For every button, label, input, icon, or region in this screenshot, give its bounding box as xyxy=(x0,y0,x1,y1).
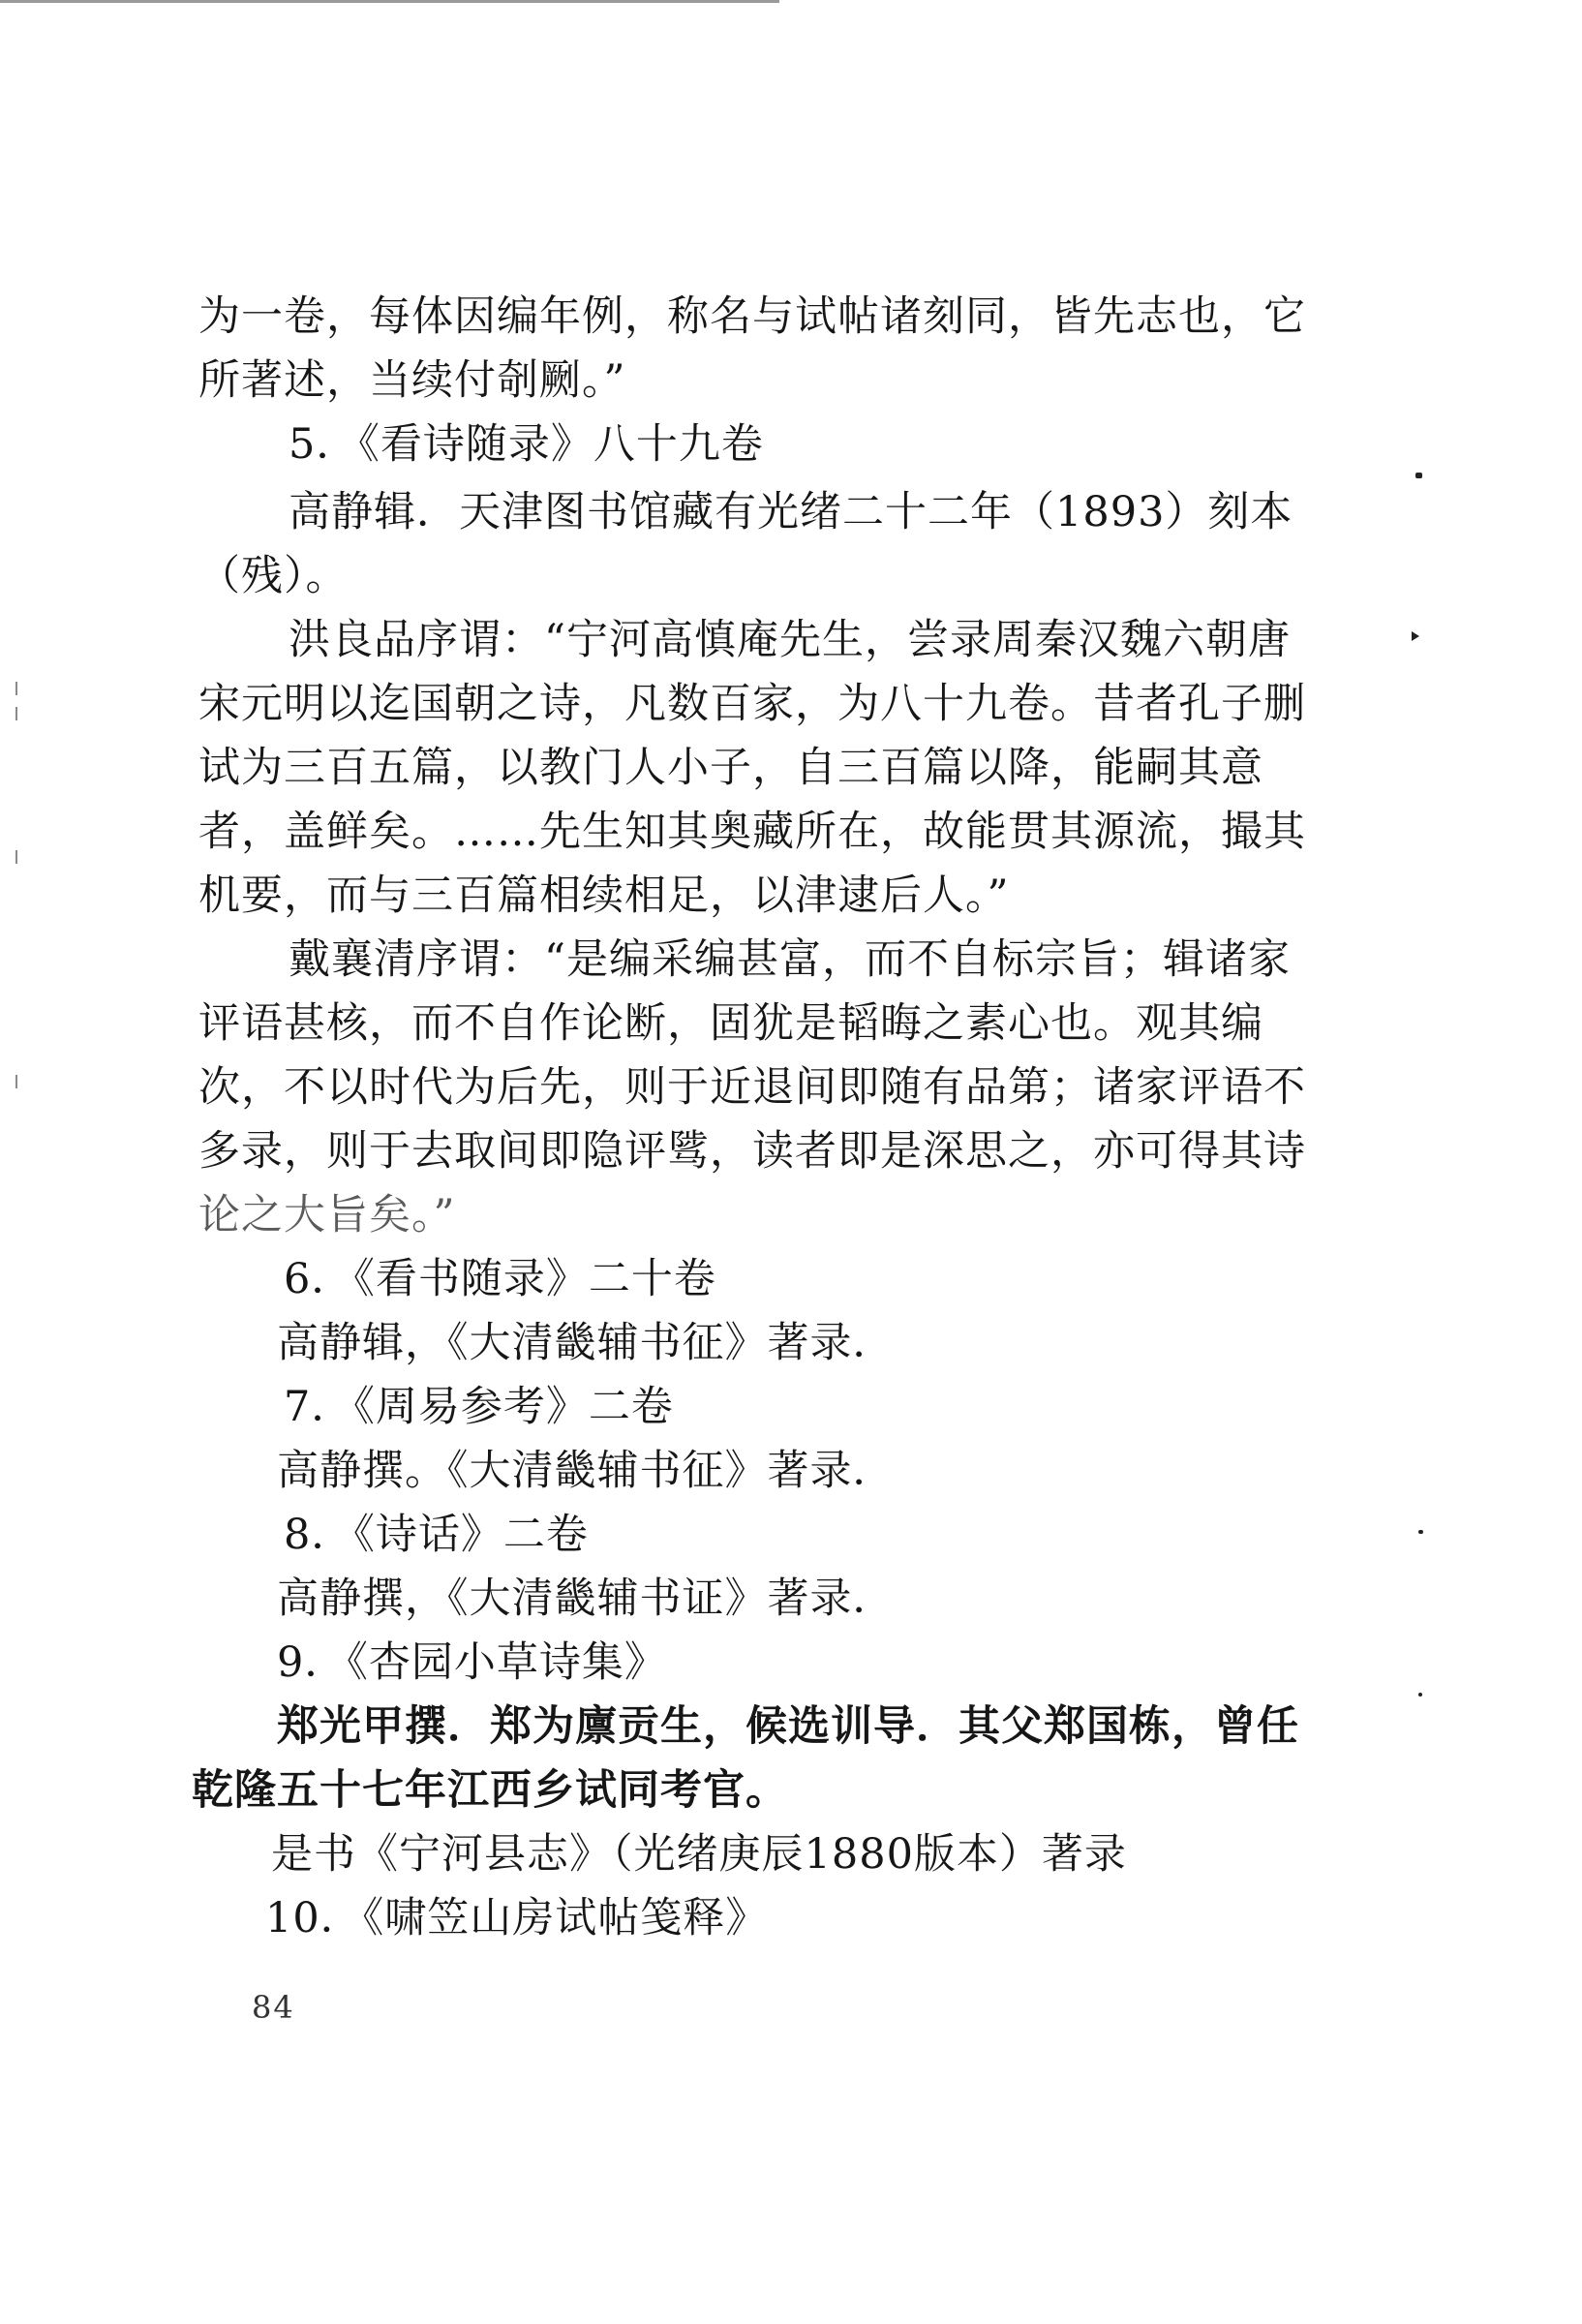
scan-speck xyxy=(1412,631,1419,641)
scan-speck xyxy=(1418,1693,1422,1697)
text-line-12: 评语甚核，而不自作论断，固犹是韬晦之素心也。观其编 xyxy=(198,999,1263,1048)
text-line-6: 洪良品序谓：“宁河高慎庵先生，尝录周秦汉魏六朝唐 xyxy=(289,616,1291,664)
margin-tick xyxy=(15,1075,17,1088)
item-heading-6: 6．《看书随录》二十卷 xyxy=(284,1255,716,1303)
scan-speck xyxy=(1415,473,1422,478)
text-line-14: 多录，则于去取间即隐评骘，读者即是深思之，亦可得其诗 xyxy=(198,1127,1306,1176)
margin-tick xyxy=(15,682,17,695)
text-line-5: （残）。 xyxy=(198,552,349,600)
text-line-24: 乾隆五十七年江西乡试同考官。 xyxy=(192,1766,788,1815)
item-heading-7: 7．《周易参考》二卷 xyxy=(284,1383,674,1431)
text-line-13: 次，不以时代为后先，则于近退间即随有品第；诸家评语不 xyxy=(198,1063,1306,1112)
text-line-10: 机要，而与三百篇相续相足，以津逮后人。” xyxy=(198,872,1010,920)
text-line-25: 是书《宁河县志》（光绪庚辰1880版本）著录 xyxy=(271,1830,1127,1879)
text-line-8: 试为三百五篇，以教门人小子，自三百篇以降，能嗣其意 xyxy=(198,744,1263,792)
text-line-11: 戴襄清序谓：“是编采编甚富，而不自标宗旨；辑诸家 xyxy=(289,935,1291,984)
margin-tick xyxy=(15,850,17,864)
text-line-7: 宋元明以迄国朝之诗，凡数百家，为八十九卷。昔者孔子删 xyxy=(198,680,1306,728)
text-line-4: 高静辑．天津图书馆藏有光绪二十二年（1893）刻本 xyxy=(289,488,1293,536)
top-scan-edge xyxy=(0,0,779,3)
text-line-23: 郑光甲撰．郑为廪贡生，候选训导．其父郑国栋，曾任 xyxy=(277,1702,1299,1751)
margin-tick xyxy=(15,707,17,720)
text-line-15: 论之大旨矣。” xyxy=(198,1191,456,1239)
item-heading-10: 10．《啸笠山房试帖笺释》 xyxy=(265,1894,769,1942)
text-line-21: 高静撰，《大清畿辅书证》著录． xyxy=(277,1575,896,1623)
item-heading-9: 9．《杏园小草诗集》 xyxy=(277,1638,667,1687)
text-line-2: 所著述，当续付剞劂。” xyxy=(198,356,626,405)
text-line-19: 高静撰。《大清畿辅书征》著录． xyxy=(277,1447,896,1495)
text-line-9: 者，盖鲜矣。……先生知其奥藏所在，故能贯其源流，撮其 xyxy=(198,808,1306,856)
page-number: 84 xyxy=(252,1989,295,2026)
text-line-17: 高静辑，《大清畿辅书征》著录． xyxy=(277,1319,896,1367)
item-heading-8: 8．《诗话》二卷 xyxy=(284,1511,589,1559)
text-line-1: 为一卷，每体因编年例，称名与试帖诸刻同，皆先志也，它 xyxy=(198,292,1306,341)
item-heading-5: 5．《看诗随录》八十九卷 xyxy=(289,420,764,469)
scan-speck xyxy=(1418,1530,1423,1534)
